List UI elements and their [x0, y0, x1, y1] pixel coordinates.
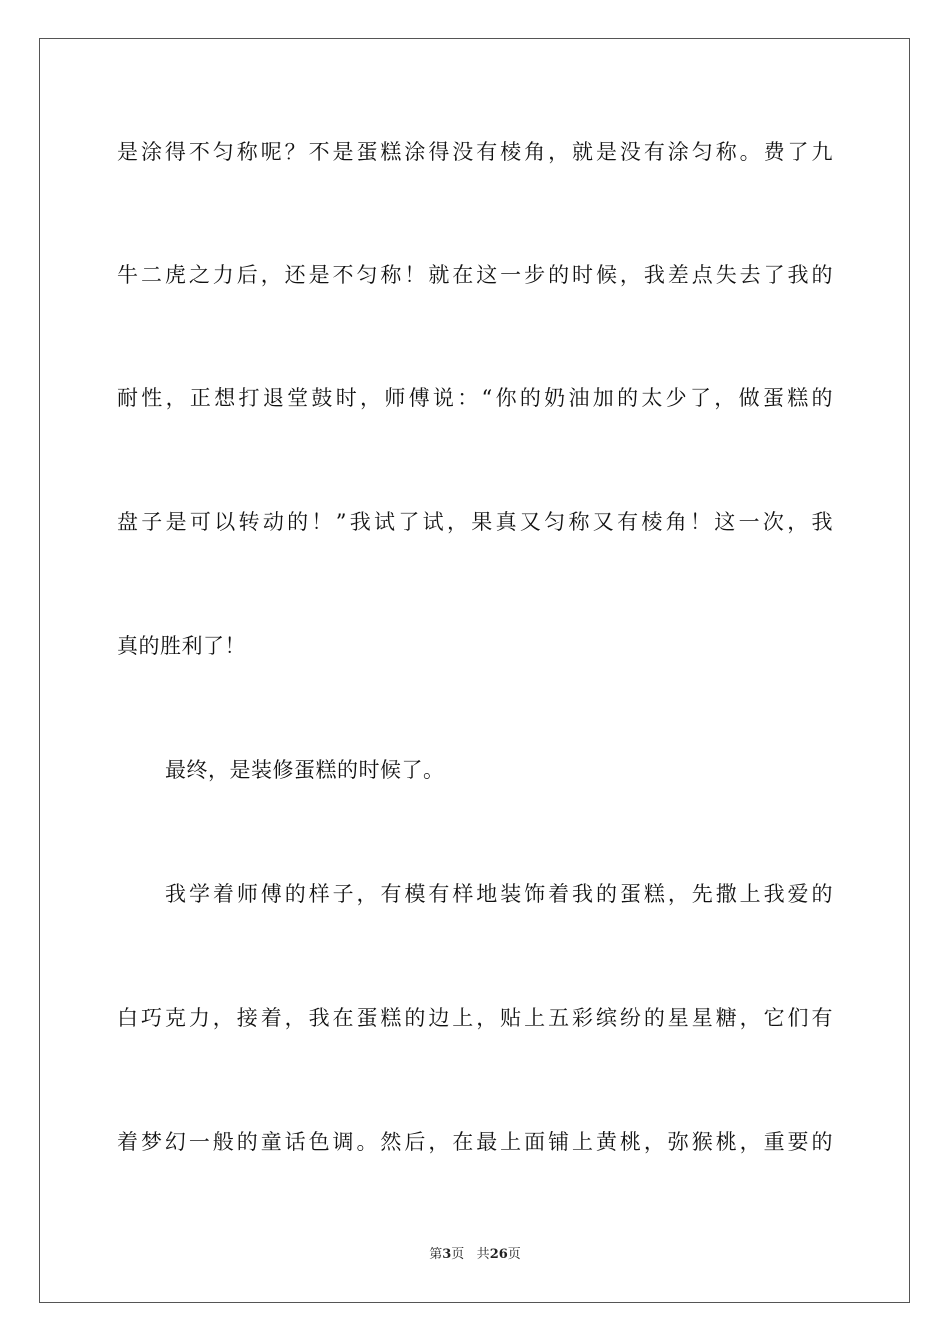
paragraph-decorating-line-3: 着梦幻一般的童话色调。然后，在最上面铺上黄桃，弥猴桃，重要的 — [117, 1130, 833, 1154]
page-footer — [0, 1246, 950, 1264]
paragraph-decorating-line-2: 白巧克力，接着，我在蛋糕的边上，贴上五彩缤纷的星星糖，它们有 — [117, 1006, 833, 1030]
text-line-5: 真的胜利了！ — [117, 634, 246, 658]
total-pages-label: 共26页 — [476, 1247, 521, 1262]
total-page-count: 26 — [489, 1247, 508, 1262]
paragraph-final-step: 最终，是装修蛋糕的时候了。 — [165, 758, 445, 782]
page-border — [39, 38, 910, 1303]
paragraph-decorating-line-1: 我学着师傅的样子，有模有样地装饰着我的蛋糕，先撒上我爱的 — [165, 882, 833, 906]
text-line-3: 耐性，正想打退堂鼓时，师傅说：“你的奶油加的太少了，做蛋糕的 — [117, 386, 833, 410]
page-number-label: 第3页 — [429, 1247, 465, 1262]
current-page-number: 3 — [442, 1247, 452, 1262]
text-line-1: 是涂得不匀称呢？不是蛋糕涂得没有棱角，就是没有涂匀称。费了九 — [117, 140, 833, 164]
text-line-2: 牛二虎之力后，还是不匀称！就在这一步的时候，我差点失去了我的 — [117, 263, 833, 287]
text-line-4: 盘子是可以转动的！”我试了试，果真又匀称又有棱角！这一次，我 — [117, 510, 833, 534]
